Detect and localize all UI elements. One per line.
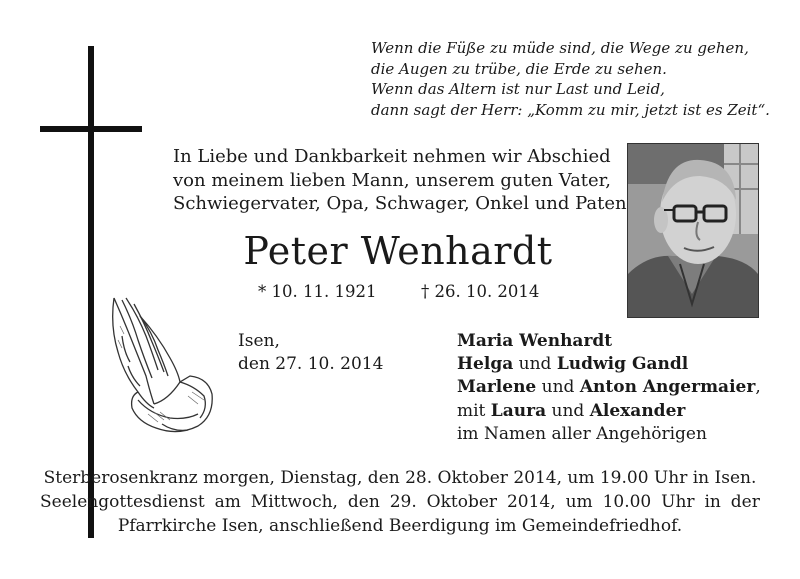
mourner-line (457, 330, 761, 353)
birth-date: * 10. 11. 1921 (258, 282, 377, 301)
place-date (238, 330, 383, 376)
word: um (565, 492, 593, 512)
portrait-image (628, 144, 758, 317)
mourner-line: im Namen aller Angehörigen (457, 423, 707, 444)
word: den (347, 492, 380, 512)
rosary-info: Sterberosenkranz morgen, Dienstag, den 28. Oktober 2014, um 19.00 Uhr in Isen. (43, 468, 757, 488)
notice-date: den 27. 10. 2014 (238, 354, 384, 374)
mourner-line (457, 376, 761, 399)
intro-line: In Liebe und Dankbarkeit nehmen wir Abschied (173, 146, 611, 167)
conjunction: und (513, 354, 557, 375)
mourner-name: Ludwig Gandl (556, 354, 689, 375)
life-dates (258, 282, 539, 301)
word: 2014, (506, 492, 556, 512)
mourner-name: Laura (490, 400, 547, 421)
mourners-list (457, 330, 761, 446)
mourner-line (457, 400, 761, 423)
poem-line: die Augen zu trübe, die Erde zu sehen. (371, 59, 667, 78)
service-info (40, 466, 760, 538)
prefix: mit (457, 400, 491, 421)
place: Isen, (238, 331, 280, 351)
cross-icon (88, 46, 94, 538)
word: in (704, 492, 721, 512)
word: Seelengottesdienst (40, 492, 205, 512)
praying-hands-icon (108, 296, 218, 446)
conjunction: und (546, 400, 590, 421)
word: 29. (389, 492, 417, 512)
word: am (214, 492, 241, 512)
word: Oktober (426, 492, 498, 512)
mourner-name: Marlene (457, 377, 537, 398)
conjunction: und (536, 377, 580, 398)
word: Mittwoch, (250, 492, 338, 512)
death-date: † 26. 10. 2014 (420, 282, 540, 301)
cross-icon-bar (40, 126, 142, 132)
deceased-name: Peter Wenhardt (243, 229, 553, 273)
word: Uhr (661, 492, 695, 512)
intro-line: Schwiegervater, Opa, Schwager, Onkel und Paten (173, 193, 627, 214)
comma: , (755, 377, 761, 398)
poem-line: Wenn die Füße zu müde sind, die Wege zu gehen, (371, 39, 749, 57)
mass-info (40, 490, 760, 514)
word: 10.00 (602, 492, 652, 512)
mourner-name: Helga (457, 354, 514, 375)
poem (371, 38, 781, 120)
intro-line: von meinem lieben Mann, unserem guten Vater, (173, 169, 612, 191)
portrait-photo (627, 143, 759, 318)
mourner-name: Alexander (589, 400, 686, 421)
intro-text (173, 145, 627, 216)
poem-line: Wenn das Altern ist nur Last und Leid, (371, 80, 665, 98)
mourner-name: Maria Wenhardt (457, 331, 613, 351)
poem-line: dann sagt der Herr: „Komm zu mir, jetzt ist es Zeit“. (371, 100, 770, 119)
burial-info: Pfarrkirche Isen, anschließend Beerdigung im Gemeindefriedhof. (117, 516, 683, 536)
mourner-name: Anton Angermaier (579, 377, 756, 398)
mourner-line (457, 353, 761, 376)
word: der (730, 492, 760, 512)
